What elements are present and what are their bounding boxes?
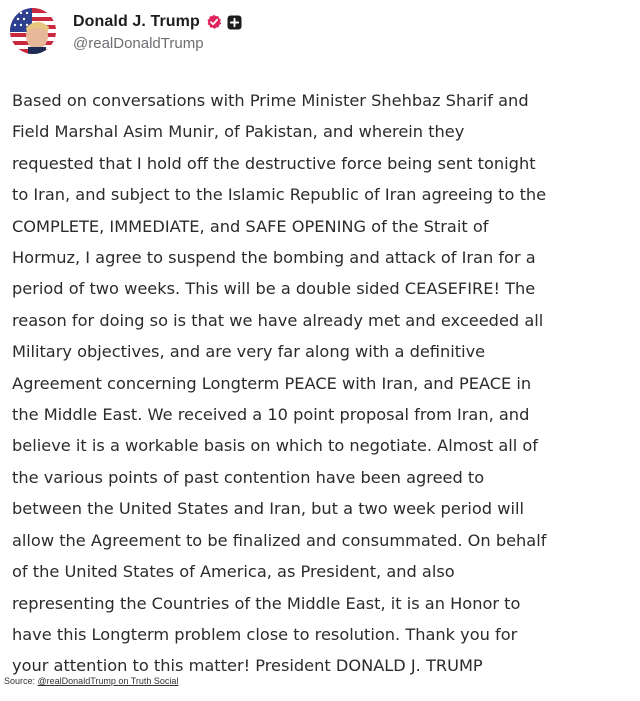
source-label: Source:: [4, 676, 38, 686]
source-attribution: [4, 676, 178, 686]
american-flag-icon: [10, 8, 56, 54]
plus-badge-icon: [227, 15, 242, 30]
source-link[interactable]: @realDonaldTrump on Truth Social: [37, 676, 179, 686]
post-body-text: Based on conversations with Prime Minister Shehbaz Sharif and Field Marshal Asim Munir, of Pakistan, and wherein they requested that I hold off the destructive force being sent tonight to Iran, and subject to the Islamic Republic of Iran agreeing to the COMPLETE, IMMEDIATE, and SAFE OPENING of the Strait of Hormuz, I agree to suspend the bombing and attack of Iran for a period of two weeks. This will be a double sided CEASEFIRE! The reason for doing so is that we have already met and exceeded all Military objectives, and are very far along with a definitive Agreement concerning Longterm PEACE with Iran, and PEACE in the Middle East. We received a 10 point proposal from Iran, and believe it is a workable basis on which to negotiate. Almost all of the various points of past contention have been agreed to between the United States and Iran, but a two week period will allow the Agreement to be finalized and consummated. On behalf of the United States of America, as President, and also representing the Countries of the Middle East, it is an Honor to have this Longterm problem close to resolution. Thank you for your attention to this matter! President DONALD J. TRUMP: [12, 91, 547, 676]
author-display-name[interactable]: Donald J. Trump: [73, 13, 200, 30]
post-header: [10, 8, 242, 58]
avatar[interactable]: [10, 8, 56, 54]
verified-badge-icon: [206, 14, 222, 30]
author-name-row: [73, 12, 242, 32]
author-handle[interactable]: @realDonaldTrump: [73, 35, 204, 52]
author-info: [73, 12, 242, 52]
